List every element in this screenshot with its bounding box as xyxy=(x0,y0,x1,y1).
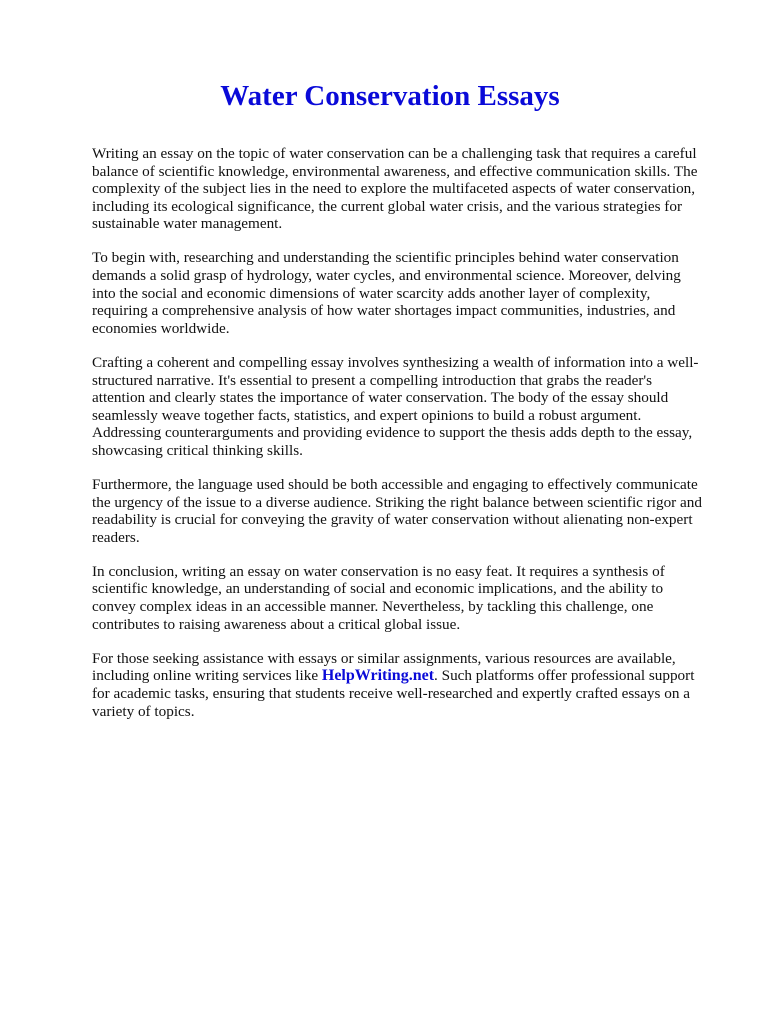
paragraph-crafting: Crafting a coherent and compelling essay involves synthesizing a wealth of information into a well-structured narrative. It's essential to present a compelling introduction that grabs the reader's attention and clearly states the importance of water conservation. The body of the essay should seamlessly weave together facts, statistics, and expert opinions to build a robust argument. Addressing counterarguments and providing evidence to support the thesis adds depth to the essay, showcasing critical thinking skills. xyxy=(92,353,699,459)
paragraph-research: To begin with, researching and understanding the scientific principles behind water conservation demands a solid grasp of hydrology, water cycles, and environmental science. Moreover, delving into the social and economic dimensions of water scarcity adds another layer of complexity, requiring a comprehensive analysis of how water shortages impact communities, industries, and economies worldwide. xyxy=(92,249,681,337)
resources-text-before-link: For those seeking assistance with essays or similar assignments, various resources are available, including online writing services like xyxy=(92,649,676,685)
helpwriting-link[interactable]: HelpWriting.net xyxy=(321,667,435,685)
paragraph-conclusion: In conclusion, writing an essay on water conservation is no easy feat. It requires a synthesis of scientific knowledge, an understanding of social and economic implications, and the ability to convey complex ideas in an accessible manner. Nevertheless, by tackling this challenge, one contributes to raising awareness about a critical global issue. xyxy=(92,562,665,633)
paragraph-language: Furthermore, the language used should be both accessible and engaging to effectively communicate the urgency of the issue to a diverse audience. Striking the right balance between scientific rigor and readability is crucial for conveying the gravity of water conservation without alienating non-expert readers. xyxy=(92,476,702,546)
resources-text-after-link: . Such platforms offer professional support for academic tasks, ensuring that students receive well-researched and expertly crafted essays on a variety of topics. xyxy=(92,667,695,720)
paragraph-resources xyxy=(92,650,702,720)
paragraph-intro: Writing an essay on the topic of water conservation can be a challenging task that requires a careful balance of scientific knowledge, environmental awareness, and effective communication skills. The complexity of the subject lies in the need to explore the multifaceted aspects of water conservation, including its ecological significance, the current global water crisis, and the various strategies for sustainable water management. xyxy=(92,145,698,233)
page-title: Water Conservation Essays xyxy=(220,80,560,112)
